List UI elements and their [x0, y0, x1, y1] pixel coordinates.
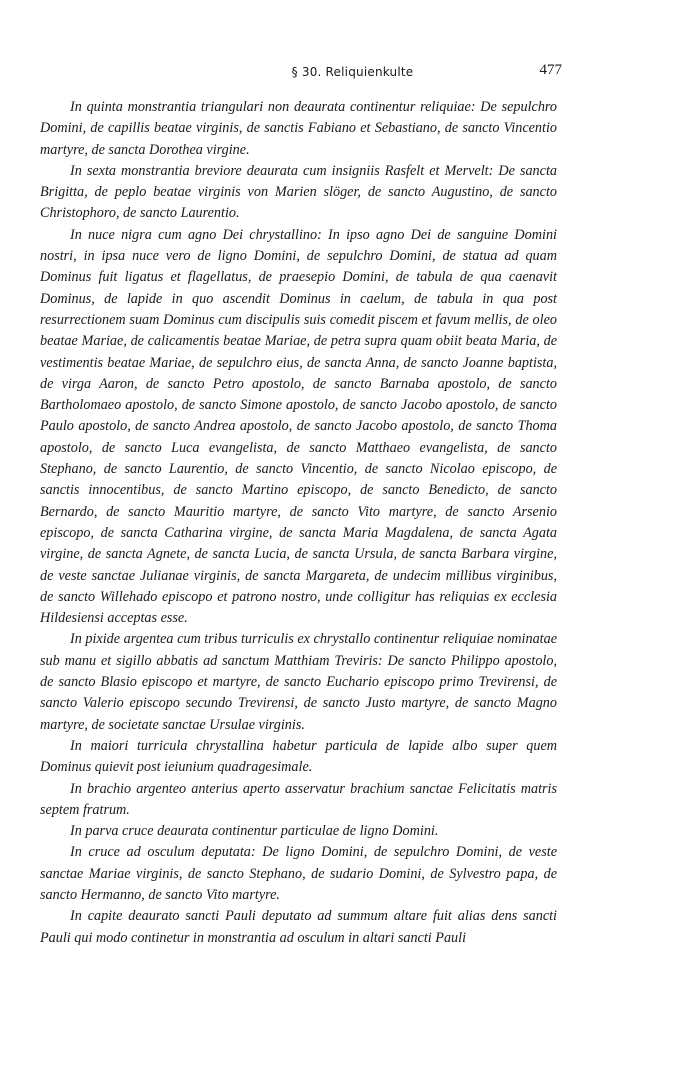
paragraph: In parva cruce deaurata continentur particulae de ligno Domini. — [70, 823, 439, 840]
paragraph: In capite deaurato sancti Pauli deputato ad summum altare fuit alias dens sancti Pauli qui modo continetur in monstrantia ad osculum in altari sancti Pauli — [40, 908, 557, 946]
paragraph: In quinta monstrantia triangulari non deaurata continentur reliquiae: De sepulchro Domini, de capillis beatae virginis, de sanctis Fabiano et Sebastiano, de sancto Vincentio martyre, de sancta Dorothea virgine. — [40, 99, 557, 158]
paragraph: In pixide argentea cum tribus turriculis ex chrystallo continentur reliquiae nominatae sub manu et sigillo abbatis ad sanctum Matthiam Treviris: De sancto Philippo apostolo, de sancto Blasio episcopo et martyre, de sancto Euchario episcopo primo Trevirensi, de sancto Valerio episcopo secundo Trevirensi, de sancto Justo martyre, de sancto Magno martyre, de societate sanctae Ursulae virginis. — [40, 631, 557, 733]
paragraph: In maiori turricula chrystallina habetur particula de lapide albo super quem Dominus quievit post ieiunium quadragesimale. — [40, 737, 557, 776]
paragraph: In cruce ad osculum deputata: De ligno Domini, de sepulchro Domini, de veste sanctae Mariae virginis, de sancto Stephano, de sudario Domini, de Sylvestro papa, de sancto Hermanno, de sancto Vito martyre. — [40, 844, 557, 903]
page-number: 477 — [539, 62, 562, 78]
body-text — [40, 97, 557, 949]
running-head — [40, 62, 665, 84]
paragraph: In brachio argenteo anterius aperto asservatur brachium sanctae Felicitatis matris septem fratrum. — [40, 780, 557, 818]
paragraph: In nuce nigra cum agno Dei chrystallino: In ipso agno Dei de sanguine Domini nostri, in ipsa nuce vero de ligno Domini, de sepulchro Domini, de statua ad quam Dominus fuit ligatus et flagellatus, de praesepio Domini, de tabula de qua caenavit Dominus, de lapide in quo ascendit Dominus in caelum, de tabula in qua post resurrectionem suam Dominus cum discipulis suis comedit piscem et favum mellis, de oleo beatae Mariae, de calicamentis beatae Mariae, de petra supra quam obiit beata Maria, de vestimentis beatae Mariae, de sepulchro eius, de sancta Anna, de sancto Joanne baptista, de virga Aaron, de sancto Petro apostolo, de sancto Barnaba apostolo, de sancto Bartholomaeo apostolo, de sancto Simone apostolo, de sancto Jacobo apostolo, de sancto Paulo apostolo, de sancto Andrea apostolo, de sancto Jacobo apostolo, de sancto Thoma apostolo, de sancto Luca evangelista, de sancto Matthaeo evangelista, de sancto Stephano, de sancto Laurentio, de sancto Vincentio, de sancto Nicolao episcopo, de sanctis innocentibus, de sancto Martino episcopo, de sancto Benedicto, de sancto Bernardo, de sancto Mauritio martyre, de sancto Vito martyre, de sancto Arsenio episcopo, de sancta Catharina virgine, de sancta Maria Magdalena, de sancta Agata virgine, de sancta Agnete, de sancta Lucia, de sancta Ursula, de sancta Barbara virgine, de veste sanctae Julianae virginis, de sancta Margareta, de undecim millibus virginibus, de sancto Willehado episcopo et patrono nostro, unde colligitur has reliquias ex ecclesia Hildesiensi acceptas esse. — [40, 226, 557, 627]
paragraph: In sexta monstrantia breviore deaurata cum insigniis Rasfelt et Mervelt: De sancta Brigitta, de peplo beatae virginis von Marien slöger, de sancto Augustino, de sancto Christophoro, de sancto Laurentio. — [40, 162, 557, 222]
running-title: § 30. Reliquienkulte — [291, 65, 414, 79]
